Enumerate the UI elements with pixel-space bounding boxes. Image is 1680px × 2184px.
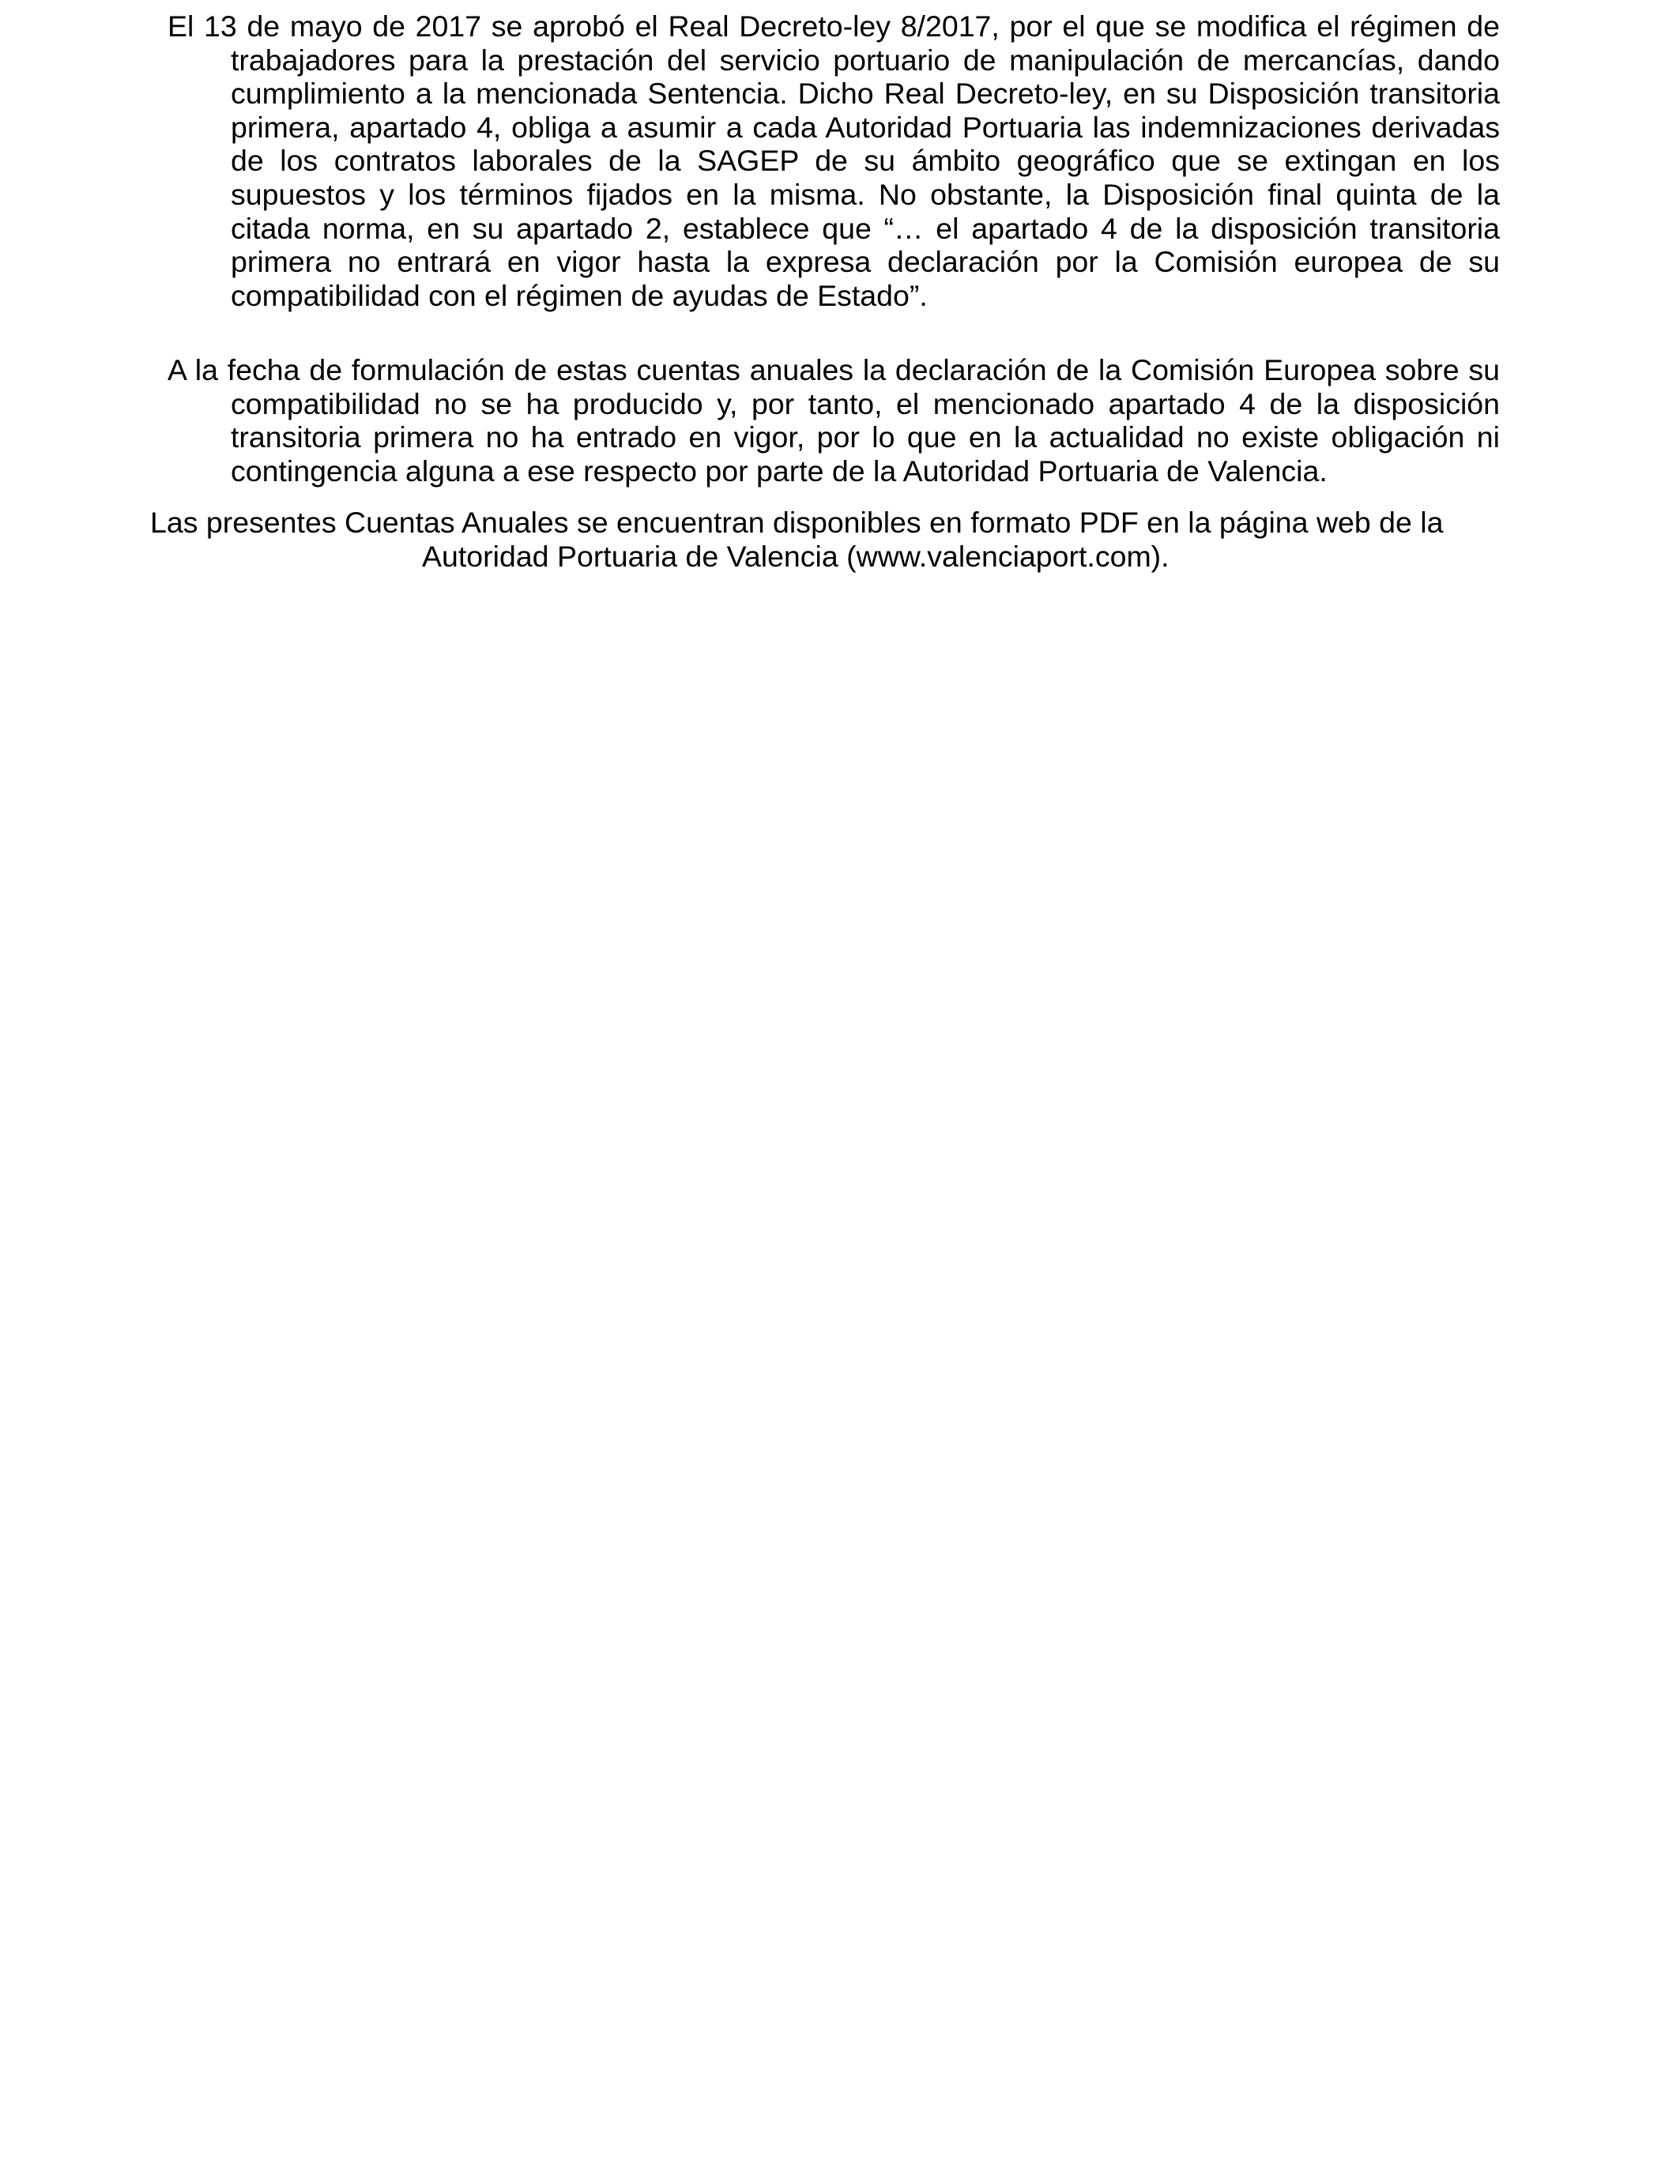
availability-note [119,506,1446,573]
paragraph-comision-europea: A la fecha de formulación de estas cuentas anuales la declaración de la Comisión Europea sobre su compatibilidad no se ha producido y, por tanto, el mencionado apartado 4 de la disposición transitoria primera no ha entrado en vigor, por lo que en la actualidad no existe obligación ni contingencia alguna a ese respecto por parte de la Autoridad Portuaria de Valencia. [168,353,1500,488]
paragraph-real-decreto-ley: El 13 de mayo de 2017 se aprobó el Real Decreto-ley 8/2017, por el que se modifica el régimen de trabajadores para la prestación del servicio portuario de manipulación de mercancías, dando cumplimiento a la mencionada Sentencia. Dicho Real Decreto-ley, en su Disposición transitoria primera, apartado 4, obliga a asumir a cada Autoridad Portuaria las indemnizaciones derivadas de los contratos laborales de la SAGEP de su ámbito geográfico que se extingan en los supuestos y los términos fijados en la misma. No obstante, la Disposición final quinta de la citada norma, en su apartado 2, establece que “… el apartado 4 de la disposición transitoria primera no entrará en vigor hasta la expresa declaración por la Comisión europea de su compatibilidad con el régimen de ayudas de Estado”. [168,9,1500,312]
availability-note-line-1: Las presentes Cuentas Anuales se encuentran disponibles en formato PDF en la página web de la [150,506,1444,539]
availability-note-line-2: Autoridad Portuaria de Valencia (www.valenciaport.com). [422,539,1170,573]
